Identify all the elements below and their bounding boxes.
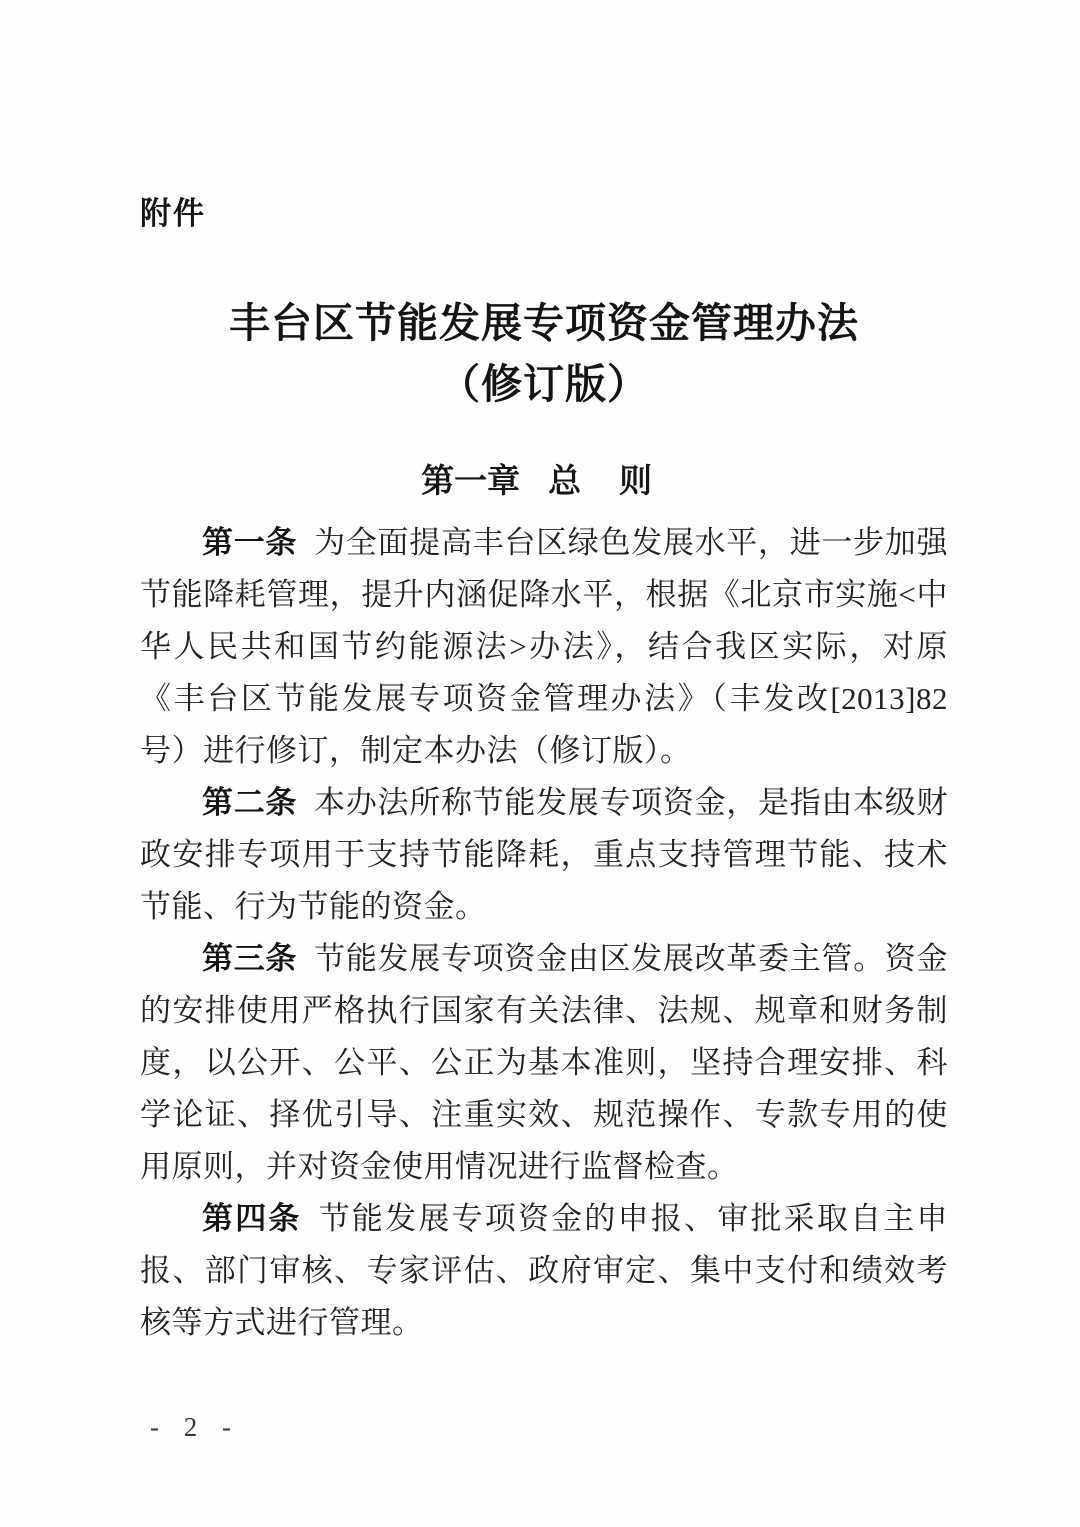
- article-3-label: 第三条: [202, 941, 298, 976]
- article-paragraph-2: [140, 777, 948, 933]
- page-number: - 2 -: [150, 1412, 240, 1442]
- document-subtitle: （修订版）: [439, 361, 649, 407]
- article-paragraph-3: [140, 933, 948, 1193]
- article-paragraph-1: [140, 517, 948, 777]
- article-1-text: 为全面提高丰台区绿色发展水平，进一步加强节能降耗管理，提升内涵促降水平，根据《北京市实施<中华人民共和国节约能源法>办法》，结合我区实际，对原《丰台区节能发展专项资金管理办法》（丰发改[2013]82 号）进行修订，制定本办法（修订版）。: [140, 525, 948, 768]
- article-paragraph-4: [140, 1193, 948, 1349]
- document-body: [140, 517, 948, 1349]
- article-2-text: 本办法所称节能发展专项资金，是指由本级财政安排专项用于支持节能降耗，重点支持管理节能、技术节能、行为节能的资金。: [140, 785, 948, 924]
- chapter-heading: [140, 461, 948, 503]
- article-4-label: 第四条: [202, 1201, 302, 1236]
- chapter-title: 总 则: [548, 464, 667, 500]
- chapter-number: 第一章: [421, 464, 521, 500]
- article-3-text: 节能发展专项资金由区发展改革委主管。资金的安排使用严格执行国家有关法律、法规、规章和财务制度，以公开、公平、公正为基本准则，坚持合理安排、科学论证、择优引导、注重实效、规范操作、专款专用的使用原则，并对资金使用情况进行监督检查。: [140, 941, 948, 1184]
- article-1-label: 第一条: [202, 525, 298, 560]
- document-title-block: [140, 293, 948, 415]
- attachment-label: 附件: [140, 196, 206, 231]
- document-title: 丰台区节能发展专项资金管理办法: [229, 300, 859, 346]
- article-4-text: 节能发展专项资金的申报、审批采取自主申报、部门审核、专家评估、政府审定、集中支付和绩效考核等方式进行管理。: [140, 1201, 949, 1340]
- article-2-label: 第二条: [202, 785, 298, 820]
